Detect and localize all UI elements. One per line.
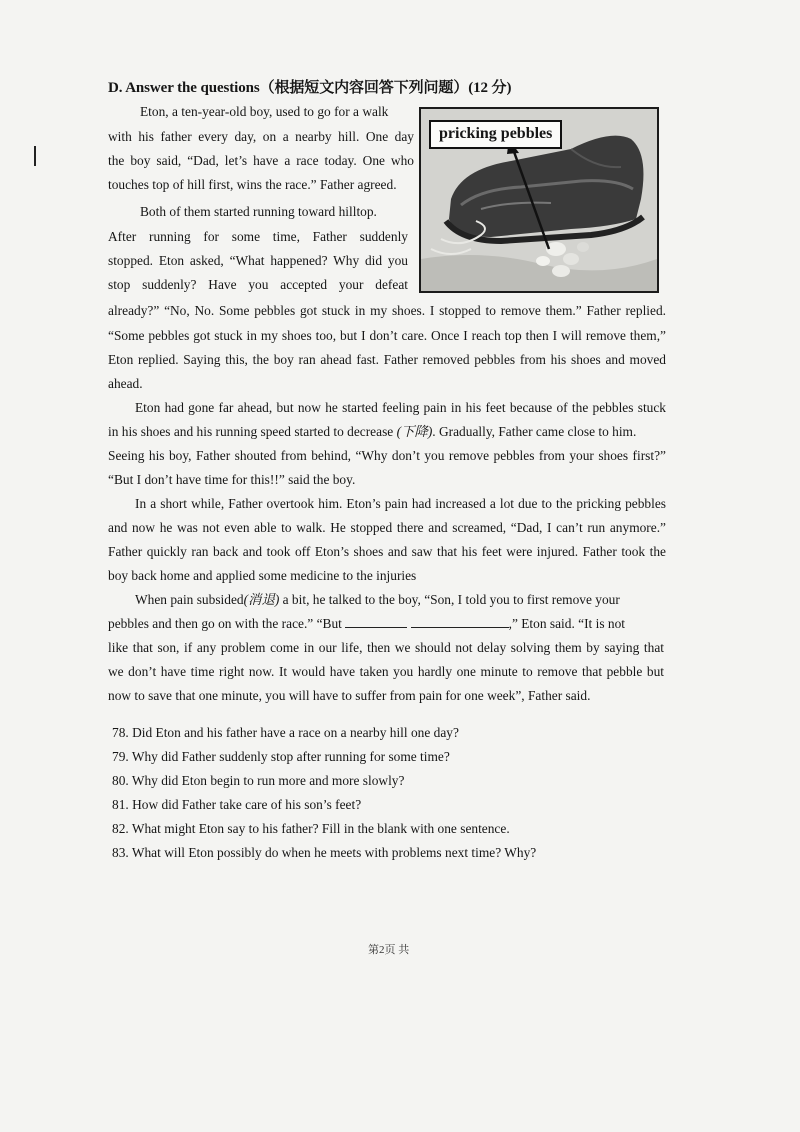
answer-blank[interactable]: [345, 616, 407, 628]
passage-text: pebbles and then go on with the race.” “But: [108, 616, 346, 631]
passage-line: stop suddenly? Have you accepted your defeat: [108, 277, 408, 292]
passage-line: the boy said, “Dad, let’s have a race today. One who: [108, 153, 414, 168]
passage-line: and now he was not even able to walk. He stopped there and screamed, “Dad, I can’t run anymore.”: [108, 520, 666, 535]
passage-text: When pain subsided: [135, 592, 244, 607]
passage-line: stopped. Eton asked, “What happened? Why did you: [108, 253, 408, 268]
passage-text: in his shoes and his running speed started to decrease: [108, 424, 397, 439]
figure-label: pricking pebbles: [429, 120, 562, 149]
passage-line: touches top of hill first, wins the race.” Father agreed.: [108, 177, 397, 192]
passage-text: . Gradually, Father came close to him.: [432, 424, 637, 439]
chinese-gloss: (消退): [243, 592, 280, 607]
passage-line: Both of them started running toward hilltop.: [140, 204, 377, 219]
passage-line: we don’t have time right now. It would have taken you hardly one minute to remove that pebble but: [108, 664, 664, 679]
passage-line: Seeing his boy, Father shouted from behind, “Why don’t you remove pebbles from your shoes first?”: [108, 448, 666, 463]
section-heading: D. Answer the questions（根据短文内容回答下列问题）(12 分): [108, 80, 512, 96]
passage-line-with-gloss: [108, 424, 636, 440]
passage-line: with his father every day, on a nearby hill. One day: [108, 129, 414, 144]
passage-line: Father quickly ran back and took off Eton’s shoes and saw that his feet were injured. Father took the: [108, 544, 666, 559]
passage-text: a bit, he talked to the boy, “Son, I told you to first remove your: [279, 592, 620, 607]
illustration-box: [419, 107, 659, 293]
passage-line: Eton had gone far ahead, but now he started feeling pain in his feet because of the pebbles stuck: [135, 400, 666, 415]
passage-line: ahead.: [108, 376, 143, 391]
passage-line: “But I don’t have time for this!!” said the boy.: [108, 472, 356, 487]
passage-line: After running for some time, Father suddenly: [108, 229, 408, 244]
question-item: 80. Why did Eton begin to run more and more slowly?: [112, 773, 405, 788]
passage-line-with-blank: [108, 616, 625, 632]
passage-line: In a short while, Father overtook him. Eton’s pain had increased a lot due to the pricking pebbles: [135, 496, 666, 511]
question-item: 82. What might Eton say to his father? Fill in the blank with one sentence.: [112, 821, 510, 836]
chinese-gloss: (下降): [396, 424, 433, 439]
question-item: 83. What will Eton possibly do when he meets with problems next time? Why?: [112, 845, 537, 860]
passage-line: Eton replied. Saying this, the boy ran ahead fast. Father removed pebbles from his shoes and moved: [108, 352, 666, 367]
margin-pen-mark: [34, 146, 36, 166]
passage-line: like that son, if any problem come in our life, then we should not delay solving them by saying that: [108, 640, 664, 655]
passage-line: “Some pebbles got stuck in my shoes too, but I don’t care. Once I reach top then I will remove them,”: [108, 328, 666, 343]
passage-line: boy back home and applied some medicine to the injuries: [108, 568, 417, 583]
passage-line: already?” “No, No. Some pebbles got stuck in my shoes. I stopped to remove them.” Father replied.: [108, 303, 666, 318]
passage-line: now to save that one minute, you will have to suffer from pain for one week”, Father said.: [108, 688, 591, 703]
question-item: 78. Did Eton and his father have a race on a nearby hill one day?: [112, 725, 459, 740]
passage-line: Eton, a ten-year-old boy, used to go for a walk: [140, 104, 389, 119]
page-number: 第2页 共: [368, 944, 410, 956]
question-item: 79. Why did Father suddenly stop after running for some time?: [112, 749, 450, 764]
answer-blank[interactable]: [411, 616, 509, 628]
passage-line-with-gloss: [135, 592, 620, 608]
passage-text: ,” Eton said. “It is not: [508, 616, 626, 631]
question-item: 81. How did Father take care of his son’s feet?: [112, 797, 362, 812]
